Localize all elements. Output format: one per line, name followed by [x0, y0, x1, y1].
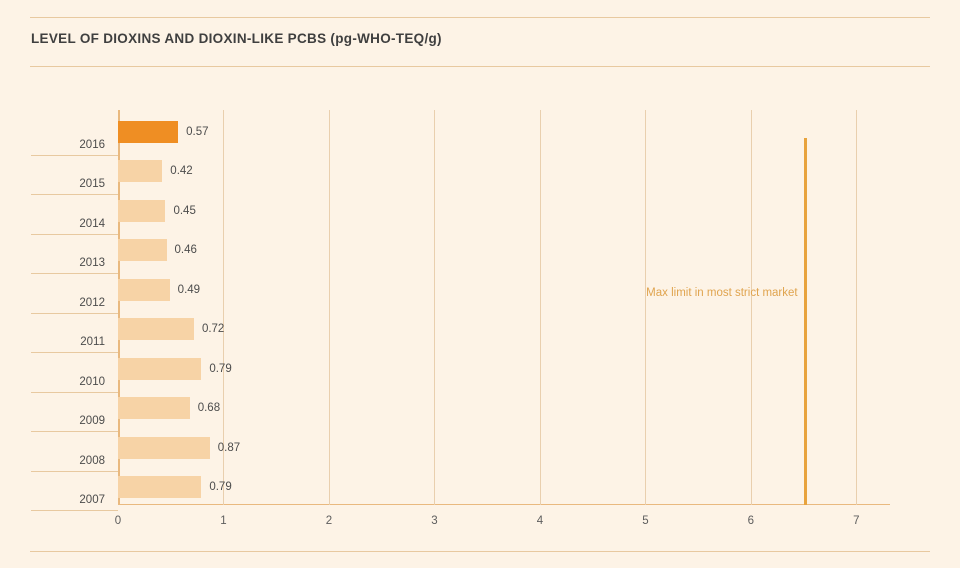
category-label-row: [31, 156, 118, 196]
bar-row: [118, 160, 888, 182]
category-label-2014: 2014: [79, 217, 105, 230]
category-label-row: [31, 274, 118, 314]
category-label-row: [31, 116, 118, 156]
category-label-row: [31, 235, 118, 275]
divider-bottom: [30, 551, 930, 552]
bar-series: [118, 110, 888, 505]
bar-row: [118, 397, 888, 419]
x-tick-label: 5: [642, 515, 649, 527]
bar-2007: [118, 476, 201, 498]
category-label-row: [31, 195, 118, 235]
bar-2010: [118, 358, 201, 380]
category-axis: [31, 110, 118, 505]
bar-row: [118, 437, 888, 459]
bar-2011: [118, 318, 194, 340]
category-label-2009: 2009: [79, 415, 105, 427]
plot-area: [114, 110, 888, 527]
bar-2014: [118, 200, 165, 222]
bar-row: [118, 358, 888, 380]
category-label-row: [31, 472, 118, 512]
bar-value-label: 0.79: [209, 481, 232, 494]
category-label-2008: 2008: [79, 454, 105, 467]
bar-value-label: 0.42: [170, 165, 193, 178]
bar-value-label: 0.68: [197, 402, 221, 415]
x-tick-label: 6: [747, 515, 755, 527]
bar-value-label: 0.57: [186, 125, 209, 138]
bar-2009: [118, 397, 190, 419]
bar-value-label: 0.45: [173, 204, 196, 217]
category-label-2012: 2012: [79, 296, 105, 309]
category-label-row: [31, 432, 118, 472]
bar-2012: [118, 279, 170, 301]
max-limit-label: Max limit in most strict market: [646, 287, 798, 299]
category-label-2007: 2007: [79, 494, 105, 506]
bar-value-label: 0.87: [217, 441, 241, 454]
bar-row: [118, 318, 888, 340]
bar-value-label: 0.49: [177, 283, 201, 296]
category-label-2016: 2016: [79, 138, 105, 151]
page-title: LEVEL OF DIOXINS AND DIOXIN-LIKE PCBS (pg-WHO-TEQ/g): [31, 31, 442, 46]
x-tick-label: 7: [853, 515, 860, 527]
bar-2013: [118, 239, 167, 261]
category-label-2010: 2010: [79, 375, 105, 388]
bar-2008: [118, 437, 210, 459]
category-label-row: [31, 393, 118, 433]
bar-value-label: 0.79: [209, 362, 232, 375]
category-label-2015: 2015: [79, 178, 105, 190]
category-label-underline: [31, 510, 118, 511]
x-tick-label: 2: [325, 515, 333, 527]
category-label-row: [31, 353, 118, 393]
x-tick-label: 4: [536, 515, 544, 527]
bar-value-label: 0.46: [174, 244, 197, 257]
bar-row: [118, 476, 888, 498]
bar-value-label: 0.72: [201, 323, 225, 336]
bar-row: [118, 239, 888, 261]
bar-row: [118, 121, 888, 143]
category-label-2013: 2013: [79, 257, 105, 269]
max-limit-line: [804, 138, 807, 505]
x-tick-label: 1: [220, 515, 227, 527]
category-label-2011: 2011: [80, 336, 105, 348]
divider-below-title: [30, 66, 930, 67]
divider-top: [30, 17, 930, 18]
category-label-row: [31, 314, 118, 354]
bar-2016: [118, 121, 178, 143]
bar-2015: [118, 160, 162, 182]
x-tick-label: 0: [114, 515, 122, 527]
bar-row: [118, 200, 888, 222]
x-tick-label: 3: [431, 515, 438, 527]
